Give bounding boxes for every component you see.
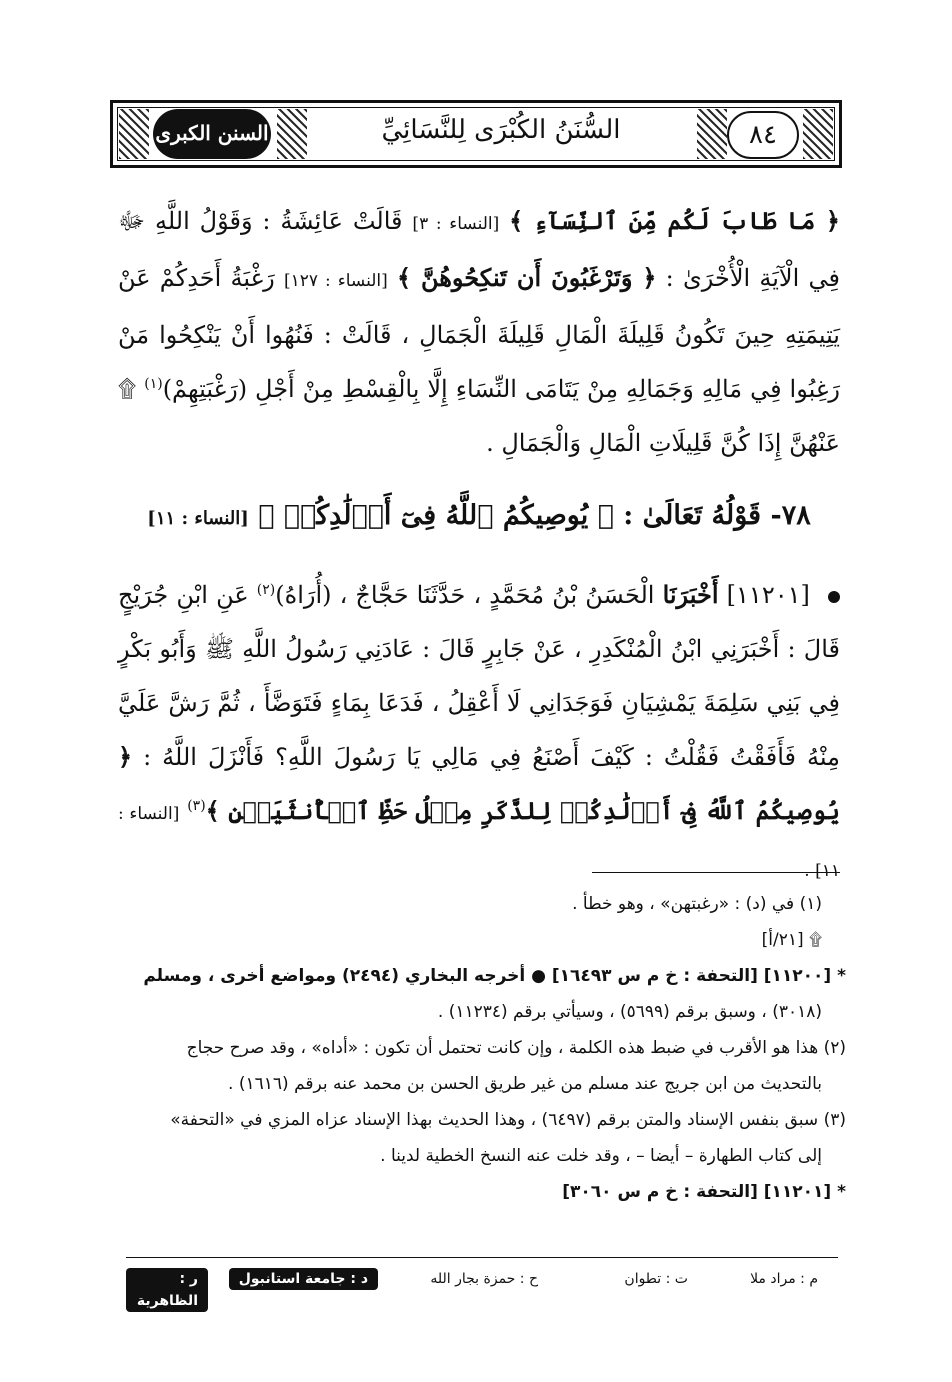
footnote-marker: (١) — [144, 376, 163, 392]
heading-quran: ﴿ يُوصِيكُمُ ٱللَّهُ فِىٓ أَوۡلَٰدِكُمۡ ﴾ — [258, 500, 614, 531]
page-header — [110, 100, 842, 168]
source-istanbul: د : جامعة استانبول — [229, 1268, 378, 1290]
book-title: السُّنَنُ الكُبْرَى لِلنَّسَائِيِّ — [381, 115, 621, 145]
heading-text: ٧٨- قَوْلُهُ تَعَالَىٰ : — [623, 500, 811, 531]
ornament-left-outer — [119, 109, 149, 159]
hadith-line: عَنِ ابْنِ جُرَيْجٍ قَالَ : أَخْبَرَنِي ابْنُ الْمُنْكَدِرِ ، عَنْ جَابِرٍ قَالَ : عَادَنِي رَسُولُ اللَّهِ ﷺ وَأَبُو بَكْرٍ فِي بَنِي سَلِمَةَ يَمْشِيَانِ فَوَجَدَانِي لَا أَعْقِلُ ، فَدَعَا بِمَاءٍ فَتَوَضَّأَ ، ثُمَّ رَشَّ عَلَيَّ مِنْهُ فَأَفَقْتُ فَقُلْتُ : كَيْفَ أَصْنَعُ فِي مَالِي يَا رَسُولَ اللَّهِ؟ فَأَنْزَلَ اللَّهُ : — [118, 581, 840, 771]
footnote: (٣٠١٨) ، وسبق برقم (٥٦٩٩) ، وسيأتي برقم (١١٢٣٤) . — [437, 1002, 822, 1022]
footnote: بالتحديث من ابن جريج عند مسلم من غير طريق الحسن بن محمد عنه برقم (١٦١٦) . — [228, 1074, 822, 1094]
verse-reference: [النساء : ٣] — [412, 214, 500, 234]
footnote: ۩ [٢١/أ] — [761, 930, 822, 950]
footnote-marker: (٢) — [256, 582, 276, 598]
footnote-divider — [592, 872, 840, 873]
footnote: إلى كتاب الطهارة – أيضا – ، وقد خلت عنه النسخ الخطية لدينا . — [380, 1146, 822, 1166]
section-heading — [118, 500, 840, 531]
source-hamza: ح : حمزة بجار الله — [430, 1271, 538, 1287]
manuscript-sources — [126, 1263, 838, 1309]
ornament-right-outer — [803, 109, 833, 159]
bottom-rule — [126, 1257, 838, 1258]
footnote-marker: (٣) — [187, 798, 206, 814]
verse-reference: [النساء : ١٢٧] — [283, 271, 388, 291]
quran-verse: ﴿ وَتَرْغَبُونَ أَن تَنكِحُوهُنَّ ﴾ — [396, 263, 657, 292]
footnotes — [118, 886, 846, 1210]
logo-text: السنن الكبرى — [155, 121, 269, 145]
footnote: (٣) سبق بنفس الإسناد والمتن برقم (٦٤٩٧) ، وهذا الحديث بهذا الإسناد عزاه المزي في «التحفة» — [170, 1110, 846, 1130]
verse-reference: [النساء : ١١] . — [118, 804, 840, 881]
footnote: (١) في (د) : «رغبتهن» ، وهو خطأ . — [572, 894, 822, 914]
hadith-number: [١١٢٠١] — [726, 581, 810, 609]
quran-verse: ﴿ مَا طَابَ لَكُم مِّنَ ٱلنِّسَآءِ ﴾ — [509, 206, 840, 235]
passage-line: رَغْبَةُ أَحَدِكُمْ عَنْ يَتِيمَتِهِ حِينَ تَكُونُ قَلِيلَةَ الْمَالِ قَلِيلَةَ الْجَمَالِ ، قَالَتْ : فَنُهُوا أَنْ يَنْكِحُوا مَنْ رَغِبُوا فِي مَالِهِ وَجَمَالِهِ مِنْ يَتَامَى النِّسَاءِ إِلَّا بِالْقِسْطِ مِنْ أَجْلِ (رَغْبَتِهِمْ) — [118, 264, 840, 403]
hadith-line: الْحَسَنُ بْنُ مُحَمَّدٍ ، حَدَّثَنَا حَجَّاجٌ ، (أُرَاهُ) — [275, 581, 655, 609]
footnote: (٢) هذا هو الأقرب في ضبط هذه الكلمة ، وإن كانت تحتمل أن تكون : «أداه» ، وقد صرح حجاج — [186, 1038, 846, 1058]
page-number: ٨٤ — [727, 111, 799, 159]
source-zahiriyya: ر : الظاهرية — [126, 1268, 208, 1312]
hadith-text — [118, 568, 840, 898]
source-tetouan: ت : تطوان — [624, 1271, 688, 1287]
ornament-right-inner — [697, 109, 727, 159]
footnote: * [١١٢٠٠] [التحفة : خ م س ١٦٤٩٣] ● أخرجه البخاري (٢٤٩٤) ومواضع أخرى ، ومسلم — [143, 966, 846, 986]
passage-text — [118, 194, 840, 470]
footnote: * [١١٢٠١] [التحفة : خ م س ٣٠٦٠] — [562, 1182, 846, 1202]
ornament-left-inner — [277, 109, 307, 159]
passage-line: عَنْهُنَّ إِذَا كُنَّ قَلِيلَاتِ الْمَالِ وَالْجَمَالِ . — [486, 429, 840, 457]
bullet-icon — [828, 591, 840, 603]
source-mulla: م : مراد ملا — [750, 1271, 818, 1287]
book-logo — [153, 109, 271, 159]
folio-mark: ۩ — [118, 375, 137, 403]
passage-line: قَالَتْ عَائِشَةُ : وَقَوْلُ اللَّهِ ﷻ فِي الْآيَةِ الْأُخْرَىٰ : — [118, 207, 840, 292]
isnad-word: أَخْبَرَنَا — [662, 580, 719, 609]
quran-verse: ﴿ يُوصِيكُمُ ٱللَّهُ فِىٓ أَوۡلَٰدِكُمۡ لِلذَّكَرِ مِثۡلُ حَظِّ ٱلۡأُنثَيَيۡنِ ﴾ — [118, 742, 840, 825]
heading-reference: [النساء : ١١] — [147, 508, 249, 529]
